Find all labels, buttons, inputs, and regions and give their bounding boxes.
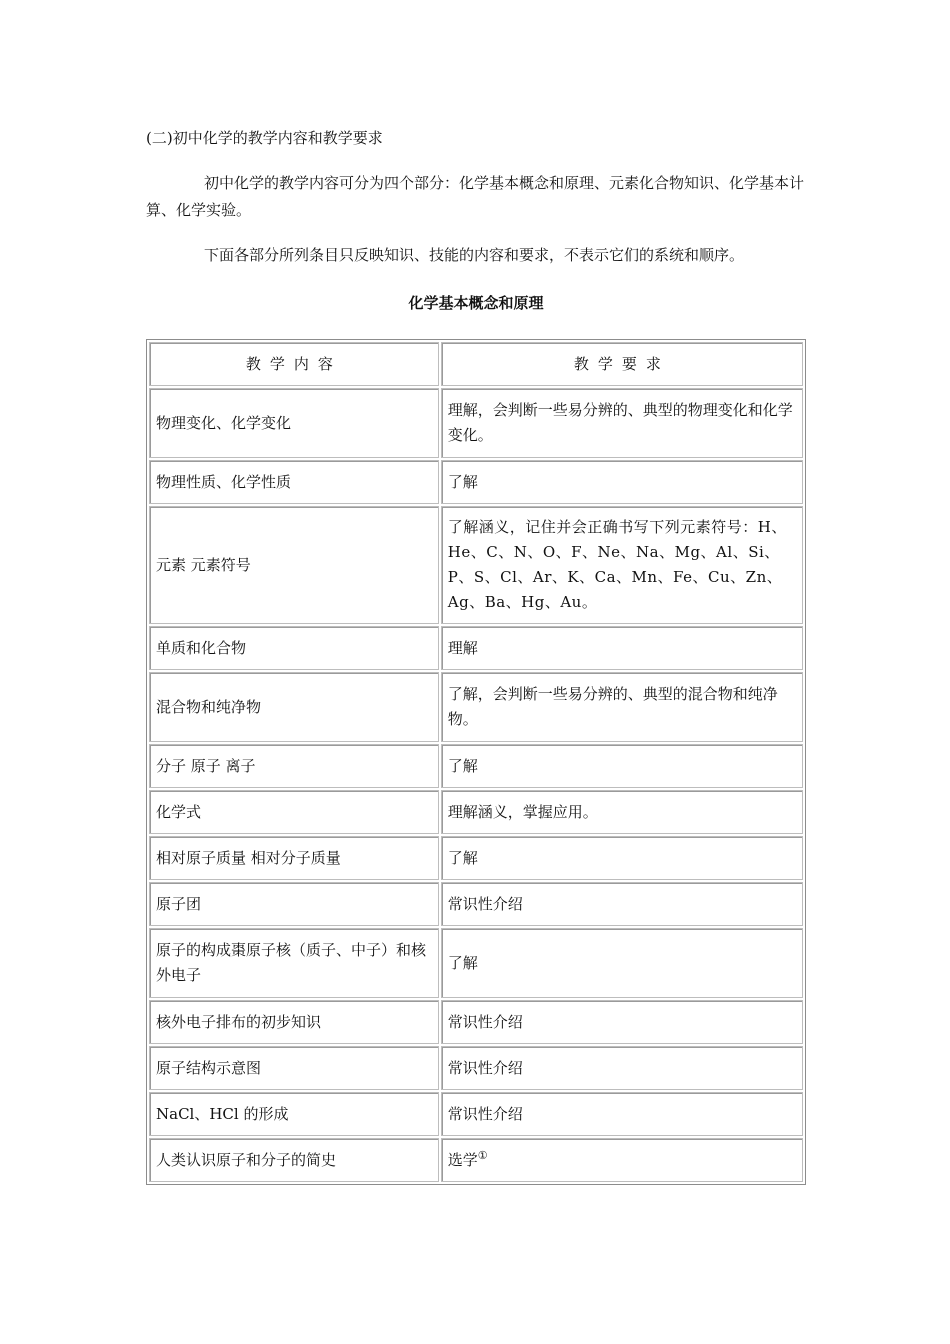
table-row [149, 744, 803, 788]
row-content: 原子团 [149, 882, 439, 926]
row-content: 物理变化、化学变化 [149, 388, 439, 458]
table-header-row [149, 342, 803, 386]
row-requirement: 理解涵义，掌握应用。 [441, 790, 803, 834]
row-requirement: 了解 [441, 460, 803, 504]
concepts-table [146, 339, 806, 1185]
header-content: 教学内容 [149, 342, 439, 386]
row-content: 物理性质、化学性质 [149, 460, 439, 504]
table-row [149, 836, 803, 880]
row-content: 人类认识原子和分子的简史 [149, 1138, 439, 1182]
table-row [149, 1092, 803, 1136]
intro-paragraph: 初中化学的教学内容可分为四个部分：化学基本概念和原理、元素化合物知识、化学基本计算、化学实验。 [146, 174, 805, 219]
row-requirement [441, 1138, 803, 1182]
row-content: 相对原子质量 相对分子质量 [149, 836, 439, 880]
row-requirement: 常识性介绍 [441, 1092, 803, 1136]
row-content: 核外电子排布的初步知识 [149, 1000, 439, 1044]
table-row [149, 672, 803, 742]
row-content: 混合物和纯净物 [149, 672, 439, 742]
row-requirement: 理解，会判断一些易分辨的、典型的物理变化和化学变化。 [441, 388, 803, 458]
table-row [149, 626, 803, 670]
row-content: NaCl、HCl 的形成 [149, 1092, 439, 1136]
row-content: 化学式 [149, 790, 439, 834]
section-heading: (二)初中化学的教学内容和教学要求 [146, 129, 383, 147]
row-content: 单质和化合物 [149, 626, 439, 670]
row-requirement: 了解，会判断一些易分辨的、典型的混合物和纯净物。 [441, 672, 803, 742]
table-row [149, 506, 803, 624]
row-requirement: 了解 [441, 836, 803, 880]
note-paragraph: 下面各部分所列条目只反映知识、技能的内容和要求，不表示它们的系统和顺序。 [204, 246, 745, 264]
row-content: 原子的构成棗原子核（质子、中子）和核外电子 [149, 928, 439, 998]
row-requirement: 了解 [441, 744, 803, 788]
row-content: 元素 元素符号 [149, 506, 439, 624]
header-requirement: 教学要求 [441, 342, 803, 386]
row-content: 原子结构示意图 [149, 1046, 439, 1090]
row-requirement: 了解 [441, 928, 803, 998]
table-row [149, 388, 803, 458]
row-requirement: 常识性介绍 [441, 1000, 803, 1044]
row-content: 分子 原子 离子 [149, 744, 439, 788]
footnote-marker: ① [477, 1148, 488, 1162]
table-title: 化学基本概念和原理 [408, 294, 544, 312]
table-row [149, 790, 803, 834]
requirement-text: 选学 [447, 1150, 478, 1169]
table-row [149, 1000, 803, 1044]
table-row [149, 460, 803, 504]
row-requirement: 理解 [441, 626, 803, 670]
row-requirement: 了解涵义，记住并会正确书写下列元素符号：H、He、C、N、O、F、Ne、Na、Mg、Al、Si、P、S、Cl、Ar、K、Ca、Mn、Fe、Cu、Zn、Ag、Ba、Hg、Au。 [441, 506, 803, 624]
table-row [149, 1046, 803, 1090]
table-row [149, 882, 803, 926]
table-row [149, 1138, 803, 1182]
row-requirement: 常识性介绍 [441, 1046, 803, 1090]
row-requirement: 常识性介绍 [441, 882, 803, 926]
table-row [149, 928, 803, 998]
